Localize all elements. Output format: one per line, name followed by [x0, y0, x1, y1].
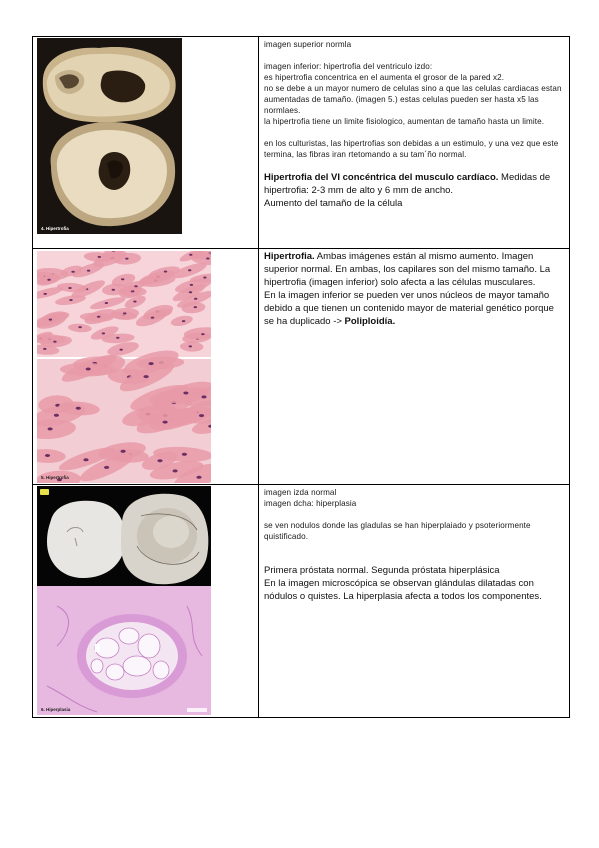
note-line: imagen inferior: hipertrofia del ventriculo izdo: [264, 62, 433, 71]
paragraph-heading: Hipertrofia. [264, 251, 315, 262]
hypertrophy-explanation [259, 249, 569, 328]
myocardium-histology-image [37, 251, 211, 483]
note-line: es hipertrofia concentrica en el aumenta el grosor de la pared x2. [264, 73, 505, 82]
handwritten-notes [264, 39, 564, 160]
summary-text [264, 171, 564, 210]
image-cell [33, 37, 259, 249]
handwritten-notes [264, 487, 564, 542]
note-line: no se debe a un mayor numero de celulas sino a que las celulas cardiacas estan aumentadas de tamaño. (imagen 5.) estas celulas pueden ser hasta x5 las normlaes. [264, 84, 562, 115]
figure-caption: 4. Hipertrofia [41, 226, 69, 231]
figure-caption: 6. Hiperplasia [41, 707, 71, 712]
note-line: se ven nodulos donde las gladulas se han hiperplaiado y psoteriormente quistificado. [264, 521, 531, 541]
summary-line: Primera próstata normal. Segunda próstata hiperplásica [264, 565, 500, 576]
summary-heading: Hipertrofia del VI concéntrica del musculo cardíaco. [264, 172, 499, 183]
note-line: en los culturistas, las hipertrofias son debidas a un estimulo, y una vez que este termina, las fibras iran rtetomando a su tam´ño normal. [264, 139, 559, 159]
note-line: imagen superior normla [264, 40, 352, 49]
figure-caption: 5. Hipertrofia [41, 475, 69, 480]
note-line: imagen dcha: hiperplasia [264, 499, 357, 508]
text-cell [259, 37, 570, 249]
table-row [33, 485, 570, 718]
note-line: imagen izda normal [264, 488, 337, 497]
polyploidy-term: Poliploidía. [344, 316, 396, 327]
table-row [33, 37, 570, 249]
heart-section-image [37, 38, 182, 234]
summary-line: Aumento del tamaño de la célula [264, 198, 403, 209]
prostate-image [37, 486, 211, 715]
text-cell [259, 249, 570, 485]
text-cell [259, 485, 570, 718]
image-cell [33, 249, 259, 485]
table-row [33, 249, 570, 485]
notes-table [32, 36, 570, 718]
image-cell [33, 485, 259, 718]
summary-text [264, 564, 564, 603]
summary-line: En la imagen microscópica se observan glándulas dilatadas con nódulos o quistes. La hiperplasia afecta a todos los componentes. [264, 578, 542, 602]
paragraph-body: En la imagen inferior se pueden ver unos núcleos de mayor tamaño debido a que tienen un contenido mayor de material genético porque se ha duplicado -> [264, 290, 554, 327]
summary-body: Medidas de hipertrofia: 2-3 mm de alto y 6 mm de ancho. [264, 172, 551, 196]
note-line: la hipertrofia tiene un limite fisiologico, aumentan de tamaño hasta un limite. [264, 117, 545, 126]
paragraph-body: Ambas imágenes están al mismo aumento. Imagen superior normal. En ambas, los capilares son del mismo tamaño. La hipertrofia (imagen inferior) solo afecta a las células musculares. [264, 251, 551, 288]
